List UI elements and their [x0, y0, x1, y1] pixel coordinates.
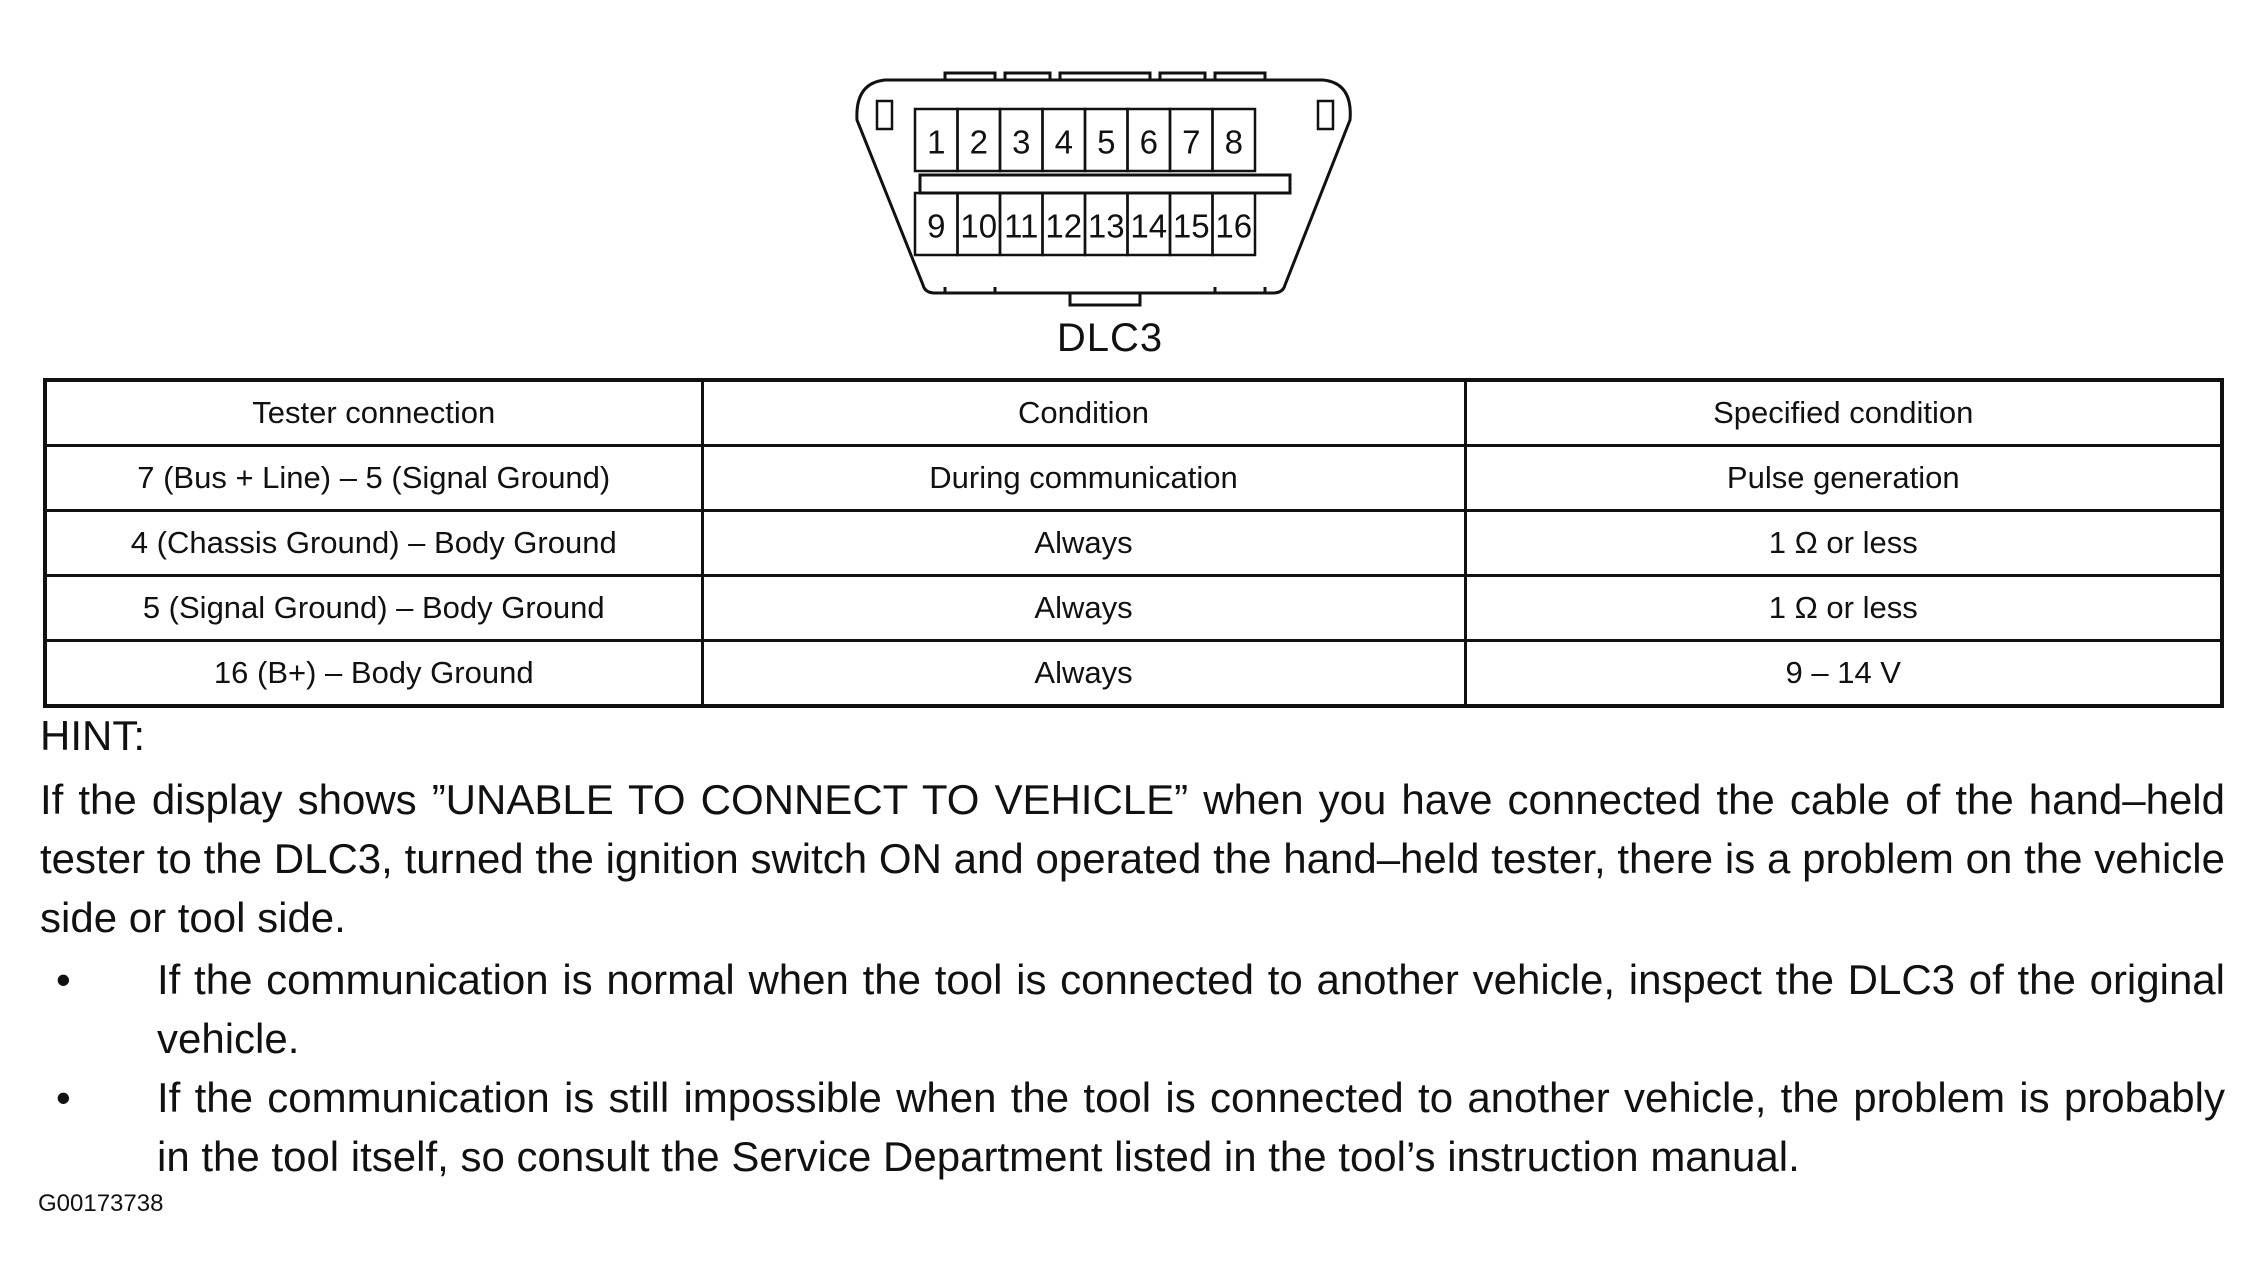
- table-row: [45, 446, 2222, 511]
- tester-connection-table: [43, 378, 2224, 708]
- pin-number: 3: [1012, 123, 1031, 161]
- right-guide-tab: [1318, 101, 1333, 129]
- connector-housing: [857, 80, 1350, 293]
- table-row: [45, 576, 2222, 641]
- bullet-text: If the communication is normal when the tool is connected to another vehicle, inspect the DLC3 of the original vehicle.: [157, 956, 2225, 1062]
- pin-number: 7: [1182, 123, 1201, 161]
- cell-tester-connection: 5 (Signal Ground) – Body Ground: [45, 576, 702, 641]
- cell-tester-connection: 7 (Bus + Line) – 5 (Signal Ground): [45, 446, 702, 511]
- pin-number: 8: [1224, 123, 1243, 161]
- cell-tester-connection: 16 (B+) – Body Ground: [45, 641, 702, 707]
- top-pin-row: [915, 109, 1255, 171]
- cell-specified-condition: Pulse generation: [1465, 446, 2222, 511]
- connector-label: DLC3: [1056, 316, 1164, 360]
- pin-number: 15: [1172, 207, 1210, 245]
- pin-number: 4: [1054, 123, 1073, 161]
- pin-number: 2: [969, 123, 988, 161]
- bullet-icon: •: [56, 956, 71, 1003]
- table-header-row: [45, 380, 2222, 446]
- connector-bottom-latch: [1070, 293, 1140, 305]
- bullet-text: If the communication is still impossible when the tool is connected to another vehicle, the problem is probably in the tool itself, so consult the Service Department listed in the tool’s instruction manual.: [157, 1074, 2225, 1180]
- cell-condition: Always: [702, 641, 1465, 707]
- cell-specified-condition: 1 Ω or less: [1465, 511, 2222, 576]
- header-specified-condition: Specified condition: [1465, 380, 2222, 446]
- pin-number: 1: [927, 123, 946, 161]
- pin-number: 12: [1045, 207, 1083, 245]
- pin-number: 11: [1004, 207, 1039, 245]
- figure-id: G00173738: [38, 1190, 164, 1217]
- pin-number: 9: [927, 207, 946, 245]
- pin-number: 5: [1097, 123, 1116, 161]
- table-row: [45, 511, 2222, 576]
- hint-paragraph: If the display shows ”UNABLE TO CONNECT TO VEHICLE” when you have connected the cable of the hand–held tester to the DLC3, turned the ignition switch ON and operated the hand–held tester, there is a problem on the vehicle side or tool side.: [40, 776, 2225, 941]
- left-guide-tab: [877, 101, 892, 129]
- hint-title: HINT:: [40, 712, 145, 759]
- pin-number: 14: [1130, 207, 1168, 245]
- center-divider: [920, 175, 1290, 193]
- cell-specified-condition: 9 – 14 V: [1465, 641, 2222, 707]
- cell-specified-condition: 1 Ω or less: [1465, 576, 2222, 641]
- cell-condition: During communication: [702, 446, 1465, 511]
- pin-number: 16: [1215, 207, 1253, 245]
- cell-condition: Always: [702, 511, 1465, 576]
- bottom-pin-row: [915, 193, 1255, 255]
- cell-condition: Always: [702, 576, 1465, 641]
- bullet-icon: •: [56, 1074, 71, 1121]
- dlc3-connector-diagram: [845, 65, 1365, 310]
- header-condition: Condition: [702, 380, 1465, 446]
- hint-bullet-item: [40, 950, 2225, 1068]
- pin-number: 10: [960, 207, 998, 245]
- cell-tester-connection: 4 (Chassis Ground) – Body Ground: [45, 511, 702, 576]
- pin-number: 6: [1139, 123, 1158, 161]
- pin-number: 13: [1087, 207, 1125, 245]
- header-tester-connection: Tester connection: [45, 380, 702, 446]
- table-row: [45, 641, 2222, 707]
- hint-bullet-item: [40, 1068, 2225, 1186]
